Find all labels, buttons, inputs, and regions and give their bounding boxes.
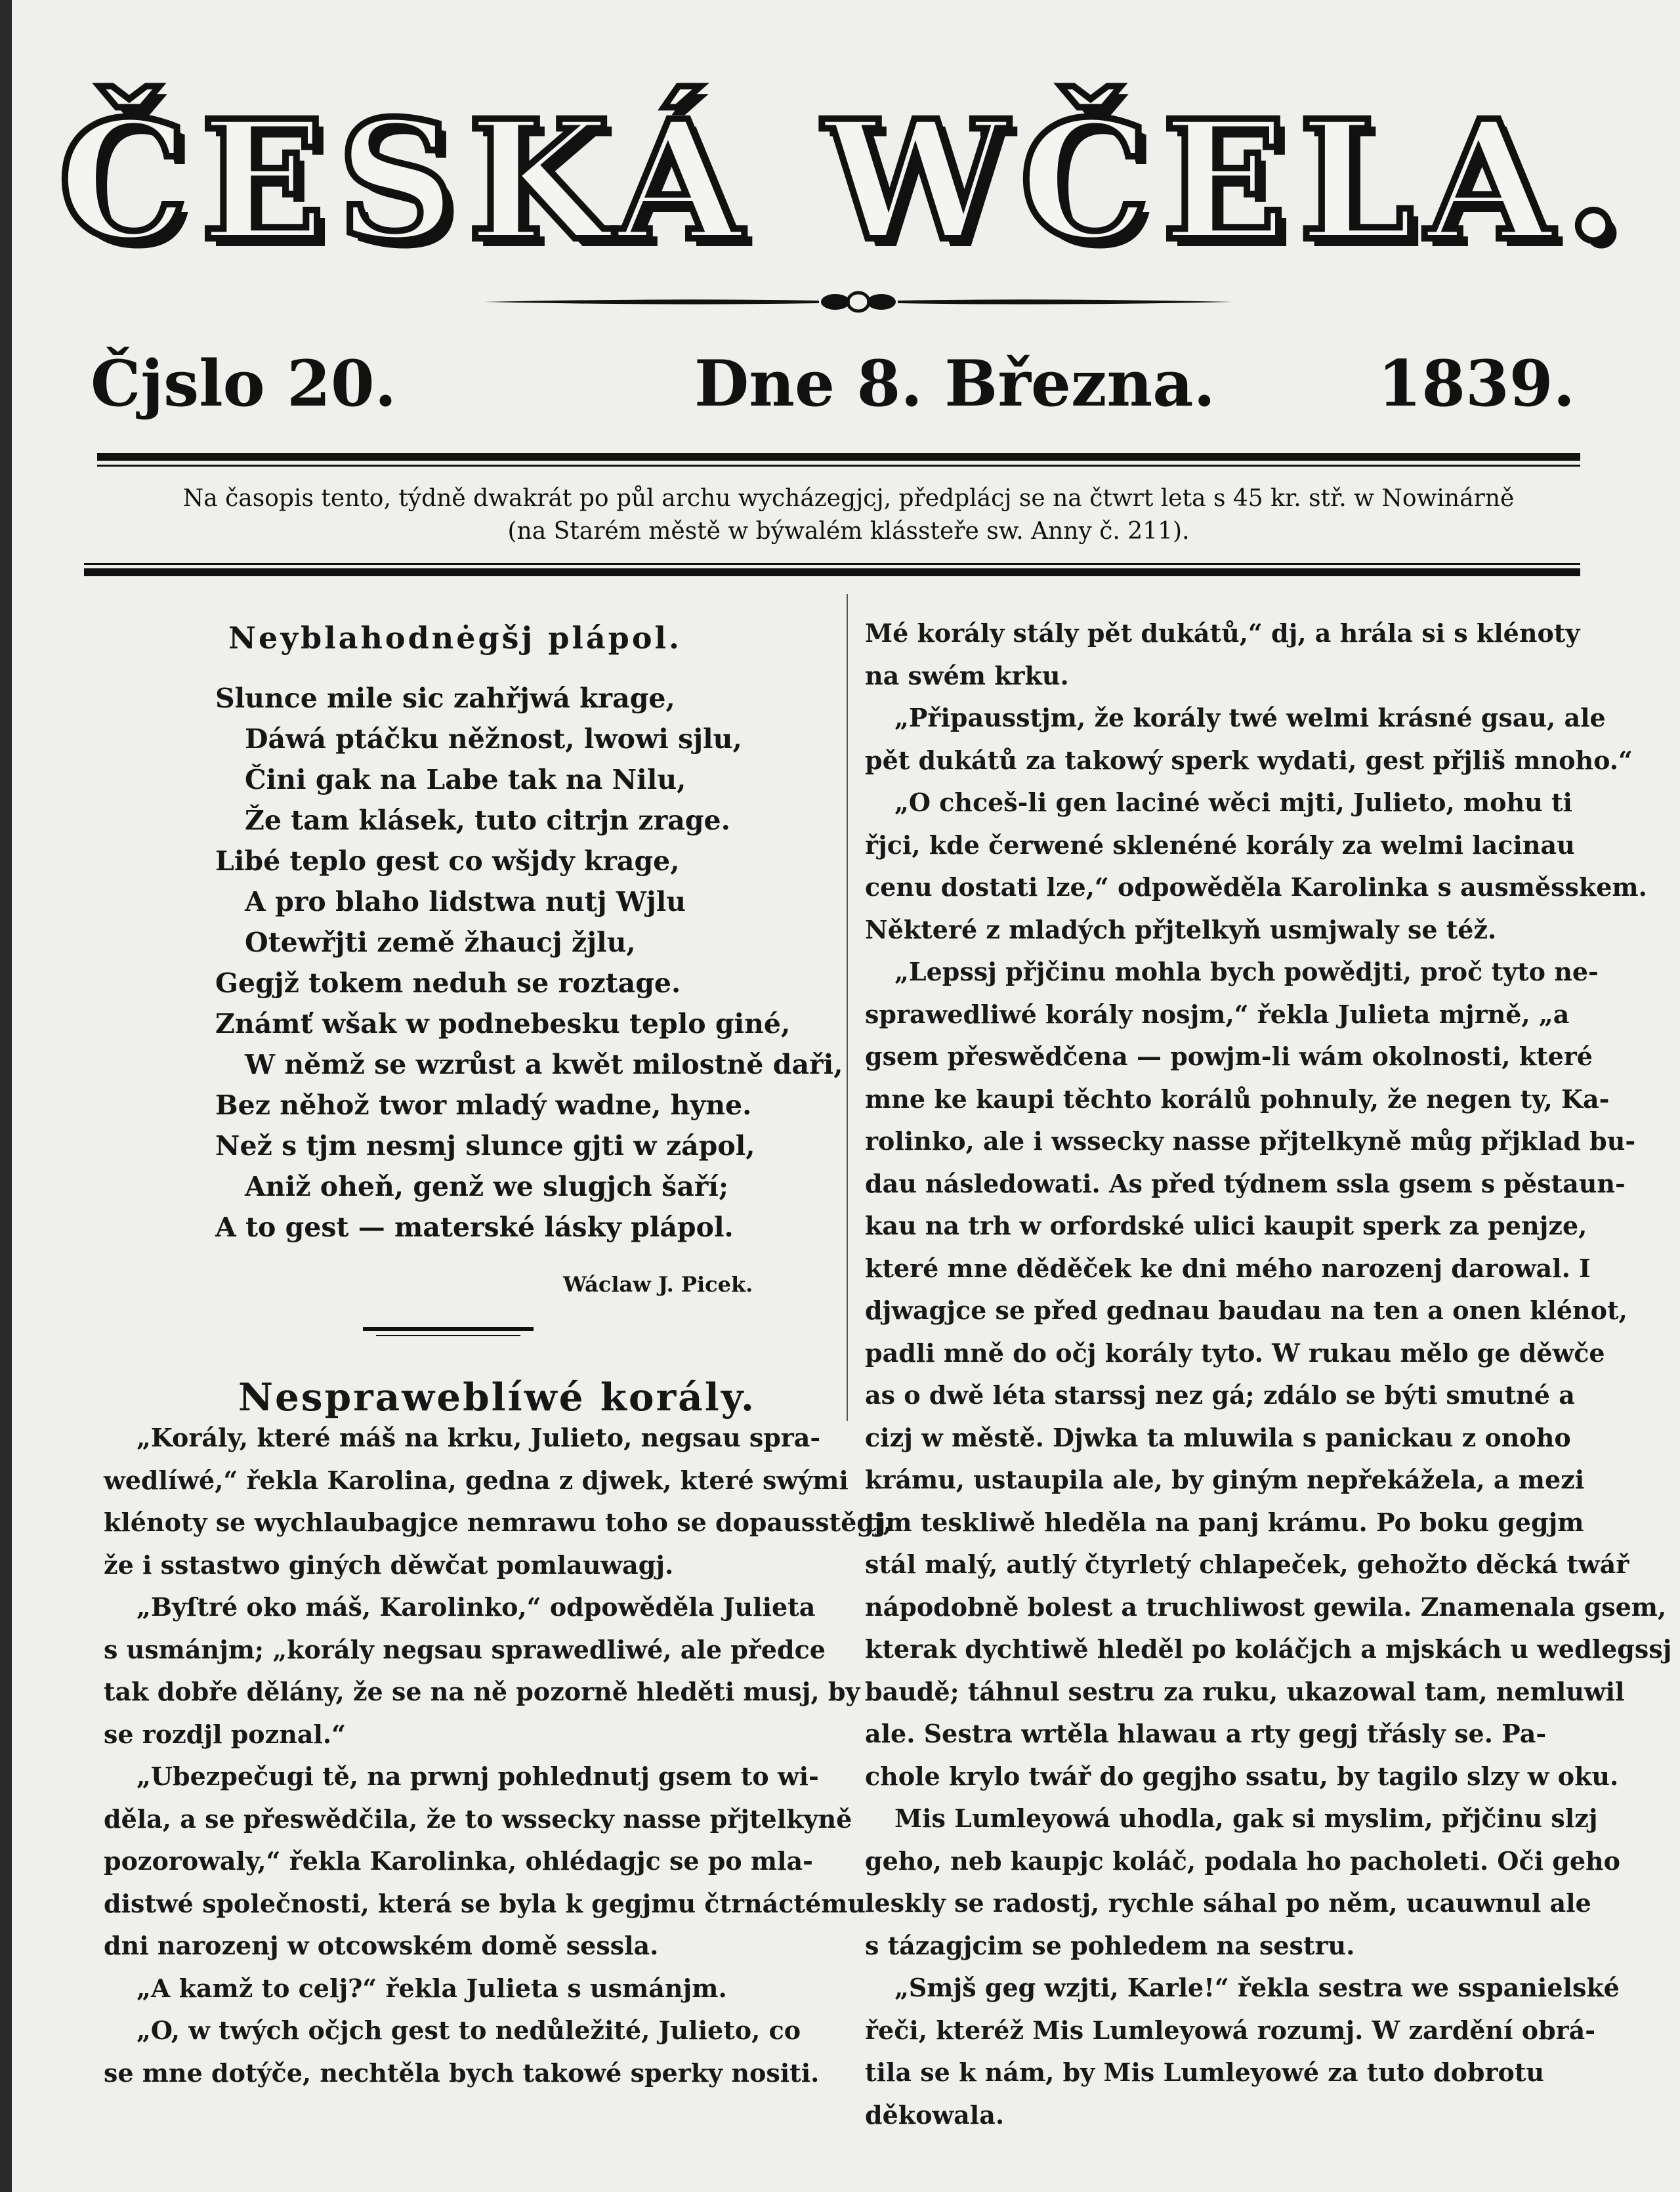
article-line: kau na trh w orfordské ulici kaupit sperk za penjze, — [865, 1211, 1587, 1240]
article-line: leskly se radostj, rychle sáhal po něm, ucauwnul ale — [865, 1888, 1591, 1918]
article-line: padli mně do očj korály tyto. W rukau mělo ge děwče — [865, 1338, 1605, 1368]
notice-line-1: Na časopis tento, týdně dwakrát po půl archu wycházegjcj, předplácj se na čtwrt leta s 45 kr. stř. w Nowinárně — [182, 485, 1515, 512]
poem-line: Libé teplo gest co wšjdy krage, — [215, 845, 680, 877]
article-line: „Korály, které máš na krku, Julieto, negsau spra- — [136, 1423, 821, 1452]
article-line: krámu, ustaupila ale, by giným nepřekážela, a mezi — [865, 1465, 1585, 1494]
ornament-divider — [484, 289, 1232, 315]
article-line: baudě; táhnul sestru za ruku, ukazowal tam, nemluwil — [865, 1676, 1625, 1706]
article-line: mne ke kaupi těchto korálů pohnuly, že negen ty, Ka- — [865, 1084, 1610, 1114]
article-line: „O, w twých očjch gest to nedůležité, Julieto, co — [136, 2015, 801, 2045]
poem-line: Známť wšak w podnebesku teplo giné, — [215, 1008, 791, 1040]
article-line: děkowala. — [865, 2099, 1005, 2130]
dateline — [84, 348, 1575, 427]
column-divider — [847, 594, 848, 1421]
poem-line: Bez něhož twor mladý wadne, hyne. — [215, 1089, 752, 1121]
article-line: dni narozenj w otcowském domě sessla. — [104, 1931, 659, 1960]
article-line: se mne dotýče, nechtěla bych takowé sperky nositi. — [104, 2057, 820, 2088]
article-line: nápodobně bolest a truchliwost gewila. Znamenala gsem, — [865, 1591, 1667, 1622]
article-line: s usmánjm; „korály negsau sprawedliwé, ale předce — [104, 1634, 826, 1664]
notice-line-2: (na Starém městě w býwalém klássteře sw. Anny č. 211). — [507, 518, 1190, 545]
article-line: pozorowaly,“ řekla Karolinka, ohlédagjc se po mla- — [104, 1846, 813, 1876]
poem-line: Aniž oheň, genž we slugjch šaří; — [245, 1171, 729, 1202]
article-line: cenu dostati lze,“ odpowěděla Karolinka s ausměsskem. — [865, 872, 1647, 902]
article-line: „A kamž to celj?“ řekla Julieta s usmánjm. — [136, 1973, 727, 2003]
article-line: klénoty se wychlaubagjce nemrawu toho se dopausstěgj, — [104, 1507, 892, 1537]
article-line: as o dwě léta starssj nez gá; zdálo se býti smutné a — [865, 1380, 1575, 1410]
top-rule — [97, 453, 1580, 461]
article-line: stál malý, autlý čtyrletý chlapeček, gehožto děcká twář — [865, 1549, 1629, 1579]
poem-line: A to gest — materské lásky plápol. — [215, 1212, 734, 1243]
article-line: rolinko, ale i wssecky nasse přjtelkyně můg přjklad bu- — [865, 1126, 1636, 1156]
top-rule-thin — [97, 465, 1580, 467]
poem-title: Neyblahodnėgšj plápol. — [228, 620, 682, 656]
masthead-title: ČESKÁ WČELA. — [58, 84, 1634, 277]
article-line: řjci, kde čerwené sklenéné korály za welmi lacinau — [865, 830, 1575, 860]
article-line: „Ubezpečugi tě, na prwnj pohlednutj gsem to wi- — [136, 1761, 819, 1791]
article-line: že i sstastwo giných děwčat pomlauwagj. — [104, 1549, 674, 1580]
poem-line: W němž se wzrůst a kwět milostně daři, — [245, 1049, 843, 1080]
poem-line: Že tam klásek, tuto citrjn zrage. — [245, 805, 730, 836]
article-line: Mis Lumleyowá uhodla, gak si myslim, přjčinu slzj — [894, 1803, 1598, 1833]
poem-line: Otewřjti země žhaucj žjlu, — [245, 927, 636, 958]
issue-number: Čjslo 20. — [91, 347, 397, 421]
article-line: dau následowati. As před týdnem ssla gsem s pěstaun- — [865, 1168, 1626, 1198]
issue-year: 1839. — [1377, 347, 1575, 421]
article-line: tila se k nám, by Mis Lumleyowé za tuto dobrotu — [865, 2057, 1545, 2087]
article-line: s tázagjcim se pohledem na sestru. — [865, 1930, 1355, 1960]
issue-date: Dne 8. Března. — [694, 347, 1215, 421]
poem-line: Než s tjm nesmj slunce gjti w zápol, — [215, 1130, 755, 1162]
article-line: ale. Sestra wrtěla hlawau a rty gegj třásly se. Pa- — [865, 1719, 1547, 1748]
article-line: tak dobře dělány, že se na ně pozorně hleděti musj, by — [104, 1677, 860, 1706]
article-line: „O chceš-li gen laciné wěci mjti, Julieto, mohu ti — [894, 788, 1572, 817]
poem-line: Dáwá ptáčku něžnost, lwowi sjlu, — [245, 723, 742, 755]
article-line: chole krylo twář do gegjho ssatu, by tagilo slzy w oku. — [865, 1761, 1619, 1791]
article-title: Nespraweblíwé korály. — [238, 1375, 757, 1420]
article-line: gsem přeswědčena — powjm-li wám okolnosti, které — [865, 1042, 1593, 1071]
article-line: které mne děděček ke dni mého narozenj darowal. I — [865, 1253, 1591, 1283]
article-line: cizj w městě. Djwka ta mluwila s panickau z onoho — [865, 1422, 1571, 1452]
section-rule — [363, 1327, 534, 1331]
article-line: Mé korály stály pět dukátů,“ dj, a hrála si s klénoty — [865, 618, 1580, 648]
mid-rule-thin — [84, 563, 1580, 565]
poem-line: Slunce mile sic zahřjwá krage, — [215, 683, 675, 714]
article-line: tjm teskliwě hleděla na panj krámu. Po boku gegjm — [865, 1507, 1584, 1537]
article-line: děla, a se přeswědčila, že to wssecky nasse přjtelkyně — [104, 1803, 852, 1834]
article-line: „Lepssj přjčinu mohla bych powědjti, proč tyto ne- — [894, 957, 1599, 986]
article-line: sprawedliwé korály nosjm,“ řekla Julieta mjrně, „a — [865, 999, 1570, 1029]
article-line: pět dukátů za takowý sperk wydati, gest přjliš mnoho.“ — [865, 745, 1633, 775]
newspaper-page — [12, 0, 1680, 2192]
article-line: „Smjš geg wzjti, Karle!“ řekla sestra we sspanielské — [894, 1973, 1620, 2002]
article-line: „Byſtré oko máš, Karolinko,“ odpowěděla Julieta — [136, 1592, 816, 1622]
section-rule-thin — [376, 1335, 520, 1336]
poem-line: Gegjž tokem neduh se roztage. — [215, 967, 681, 999]
article-line: distwé společnosti, která se byla k gegjmu čtrnáctému — [104, 1888, 866, 1918]
article-line: geho, neb kaupjc koláč, podala ho pacholeti. Oči geho — [865, 1845, 1620, 1876]
article-line: Některé z mladých přjtelkyň usmjwaly se též. — [865, 914, 1497, 944]
article-line: kterak dychtiwě hleděl po koláčjch a mjskách u wedlegssj — [865, 1634, 1672, 1664]
poem-author: Wáclaw J. Picek. — [563, 1272, 753, 1297]
article-line: wedlíwé,“ řekla Karolina, gedna z djwek, které swými — [104, 1465, 849, 1495]
poem-line: Čini gak na Labe tak na Nilu, — [245, 764, 686, 795]
article-line: „Připausstjm, že korály twé welmi krásné gsau, ale — [894, 703, 1606, 732]
article-line: se rozdjl poznal.“ — [104, 1719, 346, 1749]
article-line: na swém krku. — [865, 660, 1069, 690]
article-line: djwagjce se před gednau baudau na ten a onen klénot, — [865, 1296, 1628, 1325]
article-line: řeči, kteréž Mis Lumleyowá rozumj. W zardění obrá- — [865, 2015, 1596, 2045]
subscription-notice — [110, 482, 1587, 548]
poem-line: A pro blaho lidstwa nutj Wjlu — [245, 886, 686, 917]
mid-rule — [84, 568, 1580, 576]
